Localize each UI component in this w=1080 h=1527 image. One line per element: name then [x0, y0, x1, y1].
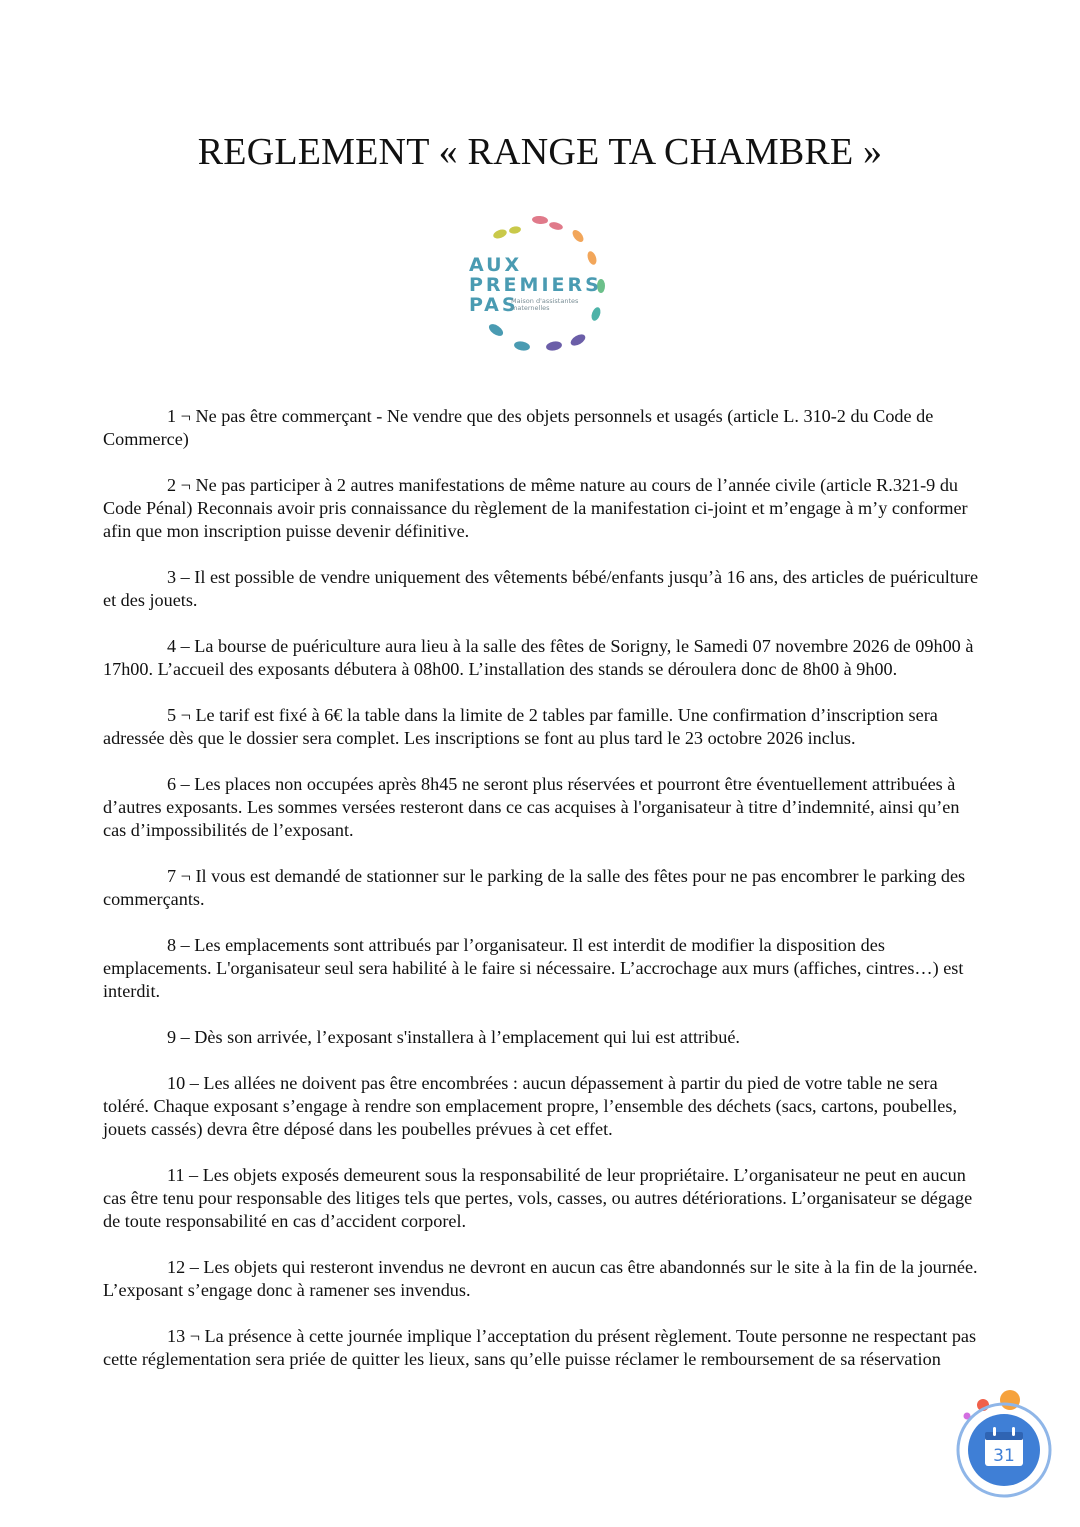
rule-3: 3 – Il est possible de vendre uniquement des vêtements bébé/enfants jusqu’à 16 ans, des articles de puériculture et des jouets. — [103, 567, 979, 610]
calendar-ring-right — [1012, 1427, 1015, 1436]
footprint-yellow — [492, 226, 521, 241]
logo-subtitle — [511, 298, 581, 312]
calendar-icon[interactable] — [950, 1384, 1060, 1504]
footprint-purple — [545, 332, 587, 352]
rule-13: 13 ¬ La présence à cette journée implique l’acceptation du présent règlement. Toute personne ne respectant pas cette réglementation sera priée de quitter les lieux, sans qu’elle puisse réclamer le remboursement de sa réservation — [103, 1326, 977, 1369]
calendar-ring-left — [993, 1427, 996, 1436]
footprint-pink — [532, 215, 564, 231]
logo-subtitle-line1: Maison d'assistantes — [511, 297, 579, 305]
calendar-header — [985, 1432, 1023, 1440]
calendar-badge[interactable] — [950, 1384, 1060, 1504]
rule-8: 8 – Les emplacements sont attribués par l’organisateur. Il est interdit de modifier la disposition des emplacements. L'organisateur seul sera habilité à le faire si nécessaire. L’accrochage aux murs (affiches, cintres…) est interdit. — [103, 935, 964, 1001]
rules-list — [103, 405, 981, 1394]
footprint-teal — [590, 306, 602, 322]
logo-word-pas: PAS — [469, 294, 519, 316]
rule-4: 4 – La bourse de puériculture aura lieu à la salle des fêtes de Sorigny, le Samedi 07 novembre 2026 de 09h00 à 17h00. L’accueil des exposants débutera à 08h00. L’installation des stands se déroulera donc de 8h00 à 9h00. — [103, 636, 974, 679]
rule-12: 12 – Les objets qui resteront invendus ne devront en aucun cas être abandonnés sur le site à la fin de la journée. L’exposant s’engage donc à ramener ses invendus. — [103, 1257, 978, 1300]
rule-1: 1 ¬ Ne pas être commerçant - Ne vendre que des objets personnels et usagés (article L. 310-2 du Code de Commerce) — [103, 406, 934, 449]
footprint-blue — [487, 322, 531, 352]
logo-word-aux: AUX — [469, 254, 523, 276]
rule-11: 11 – Les objets exposés demeurent sous la responsabilité de leur propriétaire. L’organisateur ne peut en aucun cas être tenu pour responsable des litiges tels que pertes, vols, casses, ou autres détériorations. L’organisateur se dégage de toute responsabilité en cas d’accident corporel. — [103, 1165, 973, 1231]
logo-subtitle-line2: maternelles — [511, 304, 550, 312]
page-title: REGLEMENT « RANGE TA CHAMBRE » — [197, 131, 883, 173]
logo — [460, 206, 620, 366]
rule-5: 5 ¬ Le tarif est fixé à 6€ la table dans la limite de 2 tables par famille. Une confirmation d’inscription sera adressée dès que le dossier sera complet. Les inscriptions se font au plus tard le 23 octobre 2026 inclus. — [103, 705, 938, 748]
rule-10: 10 – Les allées ne doivent pas être encombrées : aucun dépassement à partir du pied de votre table ne sera toléré. Chaque exposant s’engage à rendre son emplacement propre, l’ensemble des déchets (sacs, cartons, poubelles, jouets cassés) devra être déposé dans les poubelles prévues à cet effet. — [103, 1073, 957, 1139]
footprint-orange — [570, 228, 598, 266]
logo-word-premiers: PREMIERS — [469, 274, 602, 296]
rule-7: 7 ¬ Il vous est demandé de stationner sur le parking de la salle des fêtes pour ne pas encombrer le parking des commerçants. — [103, 866, 966, 909]
calendar-day: 31 — [993, 1446, 1015, 1466]
rule-9: 9 – Dès son arrivée, l’exposant s'installera à l’emplacement qui lui est attribué. — [167, 1027, 740, 1047]
rule-6: 6 – Les places non occupées après 8h45 ne seront plus réservées et pourront être éventuellement attribuées à d’autres exposants. Les sommes versées resteront dans ce cas acquises à l'organisateur à titre d’indemnité, ainsi qu’en cas d’impossibilités de l’exposant. — [103, 774, 960, 840]
rule-2: 2 ¬ Ne pas participer à 2 autres manifestations de même nature au cours de l’année civile (article R.321-9 du Code Pénal) Reconnais avoir pris connaissance du règlement de la manifestation ci-joint et m’engage à m’y conformer afin que mon inscription puisse devenir définitive. — [103, 475, 968, 541]
